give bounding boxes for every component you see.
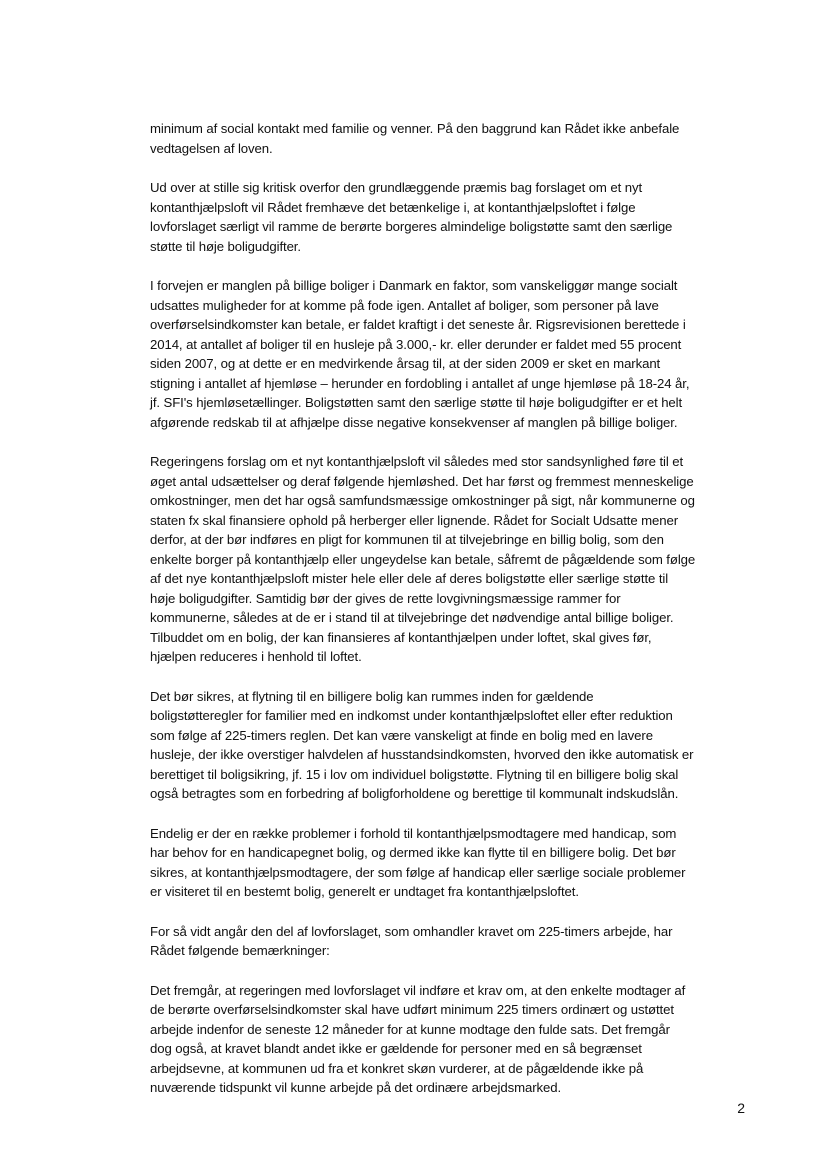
text-line: 2014, at antallet af boliger til en husleje på 3.000,- kr. eller derunder er faldet med 55 procent <box>150 336 682 352</box>
text-line: hjælpen reduceres i henhold til loftet. <box>150 649 362 664</box>
text-line: vedtagelsen af loven. <box>150 140 273 156</box>
text-line: nuværende tidspunkt vil kunne arbejde på det ordinære arbejdsmarked. <box>150 1080 562 1095</box>
text-line: For så vidt angår den del af lovforslaget, som omhandler kravet om 225-timers arbejde, har <box>150 923 673 939</box>
text-line: Tilbuddet om en bolig, der kan finansieres af kontanthjælpen under loftet, skal gives før, <box>150 629 652 645</box>
text-line: dog også, at kravet blandt andet ikke er gældende for personer med en så begrænset <box>150 1041 642 1056</box>
text-line: sikres, at kontanthjælpsmodtagere, der som følge af handicap eller særlige sociale problemer <box>150 864 686 880</box>
text-line: Rådet følgende bemærkninger: <box>150 943 330 958</box>
text-line: Ud over at stille sig kritisk overfor den grundlæggende præmis bag forslaget om et nyt <box>150 180 643 195</box>
text-line: boligstøtteregler for familier med en indkomst under kontanthjælpsloftet eller efter reduktion <box>150 708 673 723</box>
paragraph <box>150 824 746 902</box>
text-line: kontanthjælpsloft vil Rådet fremhæve det betænkelige i, at kontanthjælpsloftet i følge <box>150 199 636 215</box>
text-line: omkostninger, men det har også samfundsmæssige omkostninger på sigt, når kommunerne og <box>150 493 695 508</box>
text-line: er visiteret til en bestemt bolig, generelt er undtaget fra kontanthjælpsloftet. <box>150 884 579 899</box>
text-line: Endelig er der en række problemer i forhold til kontanthjælpsmodtagere med handicap, som <box>150 825 677 841</box>
text-line: som følge af 225-timers reglen. Det kan være vanskeligt at finde en bolig med en lavere <box>150 727 653 743</box>
paragraph <box>150 922 746 961</box>
text-line: Det bør sikres, at flytning til en billigere bolig kan rummes inden for gældende <box>150 688 594 704</box>
text-line: øget antal udsættelser og deraf følgende hjemløshed. Det har først og fremmest menneskelige <box>150 473 694 489</box>
paragraph <box>150 276 746 432</box>
text-line: overførselsindkomster kan betale, er faldet kraftigt i det seneste år. Rigsrevisionen berettede i <box>150 317 686 332</box>
text-line: Regeringens forslag om et nyt kontanthjælpsloft vil således med stor sandsynlighed føre til et <box>150 454 684 469</box>
paragraph <box>150 452 746 667</box>
text-line: I forvejen er manglen på billige boliger i Danmark en faktor, som vanskeliggør mange socialt <box>150 278 678 293</box>
text-line: støtte til høje boligudgifter. <box>150 238 301 254</box>
text-line: Det fremgår, at regeringen med lovforslaget vil indføre et krav om, at den enkelte modtager af <box>150 982 686 998</box>
paragraph <box>150 981 746 1098</box>
text-line: også betragtes som en forbedring af boligforholdene og berettige til kommunalt indskudslån. <box>150 786 679 801</box>
paragraph <box>150 687 746 804</box>
text-line: de berørte overførselsindkomster skal have udført minimum 225 timers ordinært og ustøttet <box>150 1002 674 1017</box>
text-line: kommunerne, således at de er i stand til at tilvejebringe det nødvendige antal billige boliger. <box>150 610 674 625</box>
document-body <box>150 119 746 1118</box>
text-line: lovforslaget særligt vil ramme de berørte borgeres almindelige boligstøtte samt den særlige <box>150 219 673 234</box>
text-line: høje boligudgifter. Samtidig bør der gives de rette lovgivningsmæssige rammer for <box>150 590 621 606</box>
paragraph <box>150 178 746 256</box>
text-line: enkelte borger på kontanthjælp eller ungeydelse kan betale, såfremt de pågældende som følge <box>150 551 696 567</box>
text-line: jf. SFI's hjemløsetællinger. Boligstøtten samt den særlige støtte til høje boligudgifter er et helt <box>150 395 683 410</box>
page-number: 2 <box>737 1100 745 1116</box>
text-line: af det nye kontanthjælpsloft mister hele eller dele af deres boligstøtte eller særlige støtte til <box>150 571 669 586</box>
text-line: husleje, der ikke overstiger halvdelen af husstandsindkomsten, hvorved den ikke automatisk er <box>150 747 694 762</box>
text-line: derfor, at der bør indføres en pligt for kommunen til at tilvejebringe en billig bolig, som den <box>150 532 664 547</box>
text-line: berettiget til boligsikring, jf. 15 i lov om individuel boligstøtte. Flytning til en billigere bolig skal <box>150 766 679 782</box>
text-line: arbejdsevne, at kommunen ud fra et konkret skøn vurderer, at de pågældende ikke på <box>150 1060 644 1076</box>
text-line: afgørende redskab til at afhjælpe disse negative konsekvenser af manglen på billige boliger. <box>150 414 678 430</box>
text-line: staten fx skal finansiere ophold på herberger eller lignende. Rådet for Socialt Udsatte mener <box>150 512 679 528</box>
text-line: udsattes muligheder for at komme på fode igen. Antallet af boliger, som personer på lave <box>150 297 659 313</box>
text-line: har behov for en handicapegnet bolig, og dermed ikke kan flytte til en billigere bolig. Det bør <box>150 845 676 860</box>
paragraph <box>150 119 746 158</box>
text-line: minimum af social kontakt med familie og venner. På den baggrund kan Rådet ikke anbefale <box>150 121 680 136</box>
text-line: arbejde indenfor de seneste 12 måneder for at kunne modtage den fulde sats. Det fremgår <box>150 1021 670 1037</box>
text-line: stigning i antallet af hjemløse – herunder en fordobling i antallet af unge hjemløse på 18-24 år, <box>150 375 690 391</box>
text-line: siden 2007, og at dette er en medvirkende årsag til, at der siden 2009 er sket en markant <box>150 356 661 371</box>
